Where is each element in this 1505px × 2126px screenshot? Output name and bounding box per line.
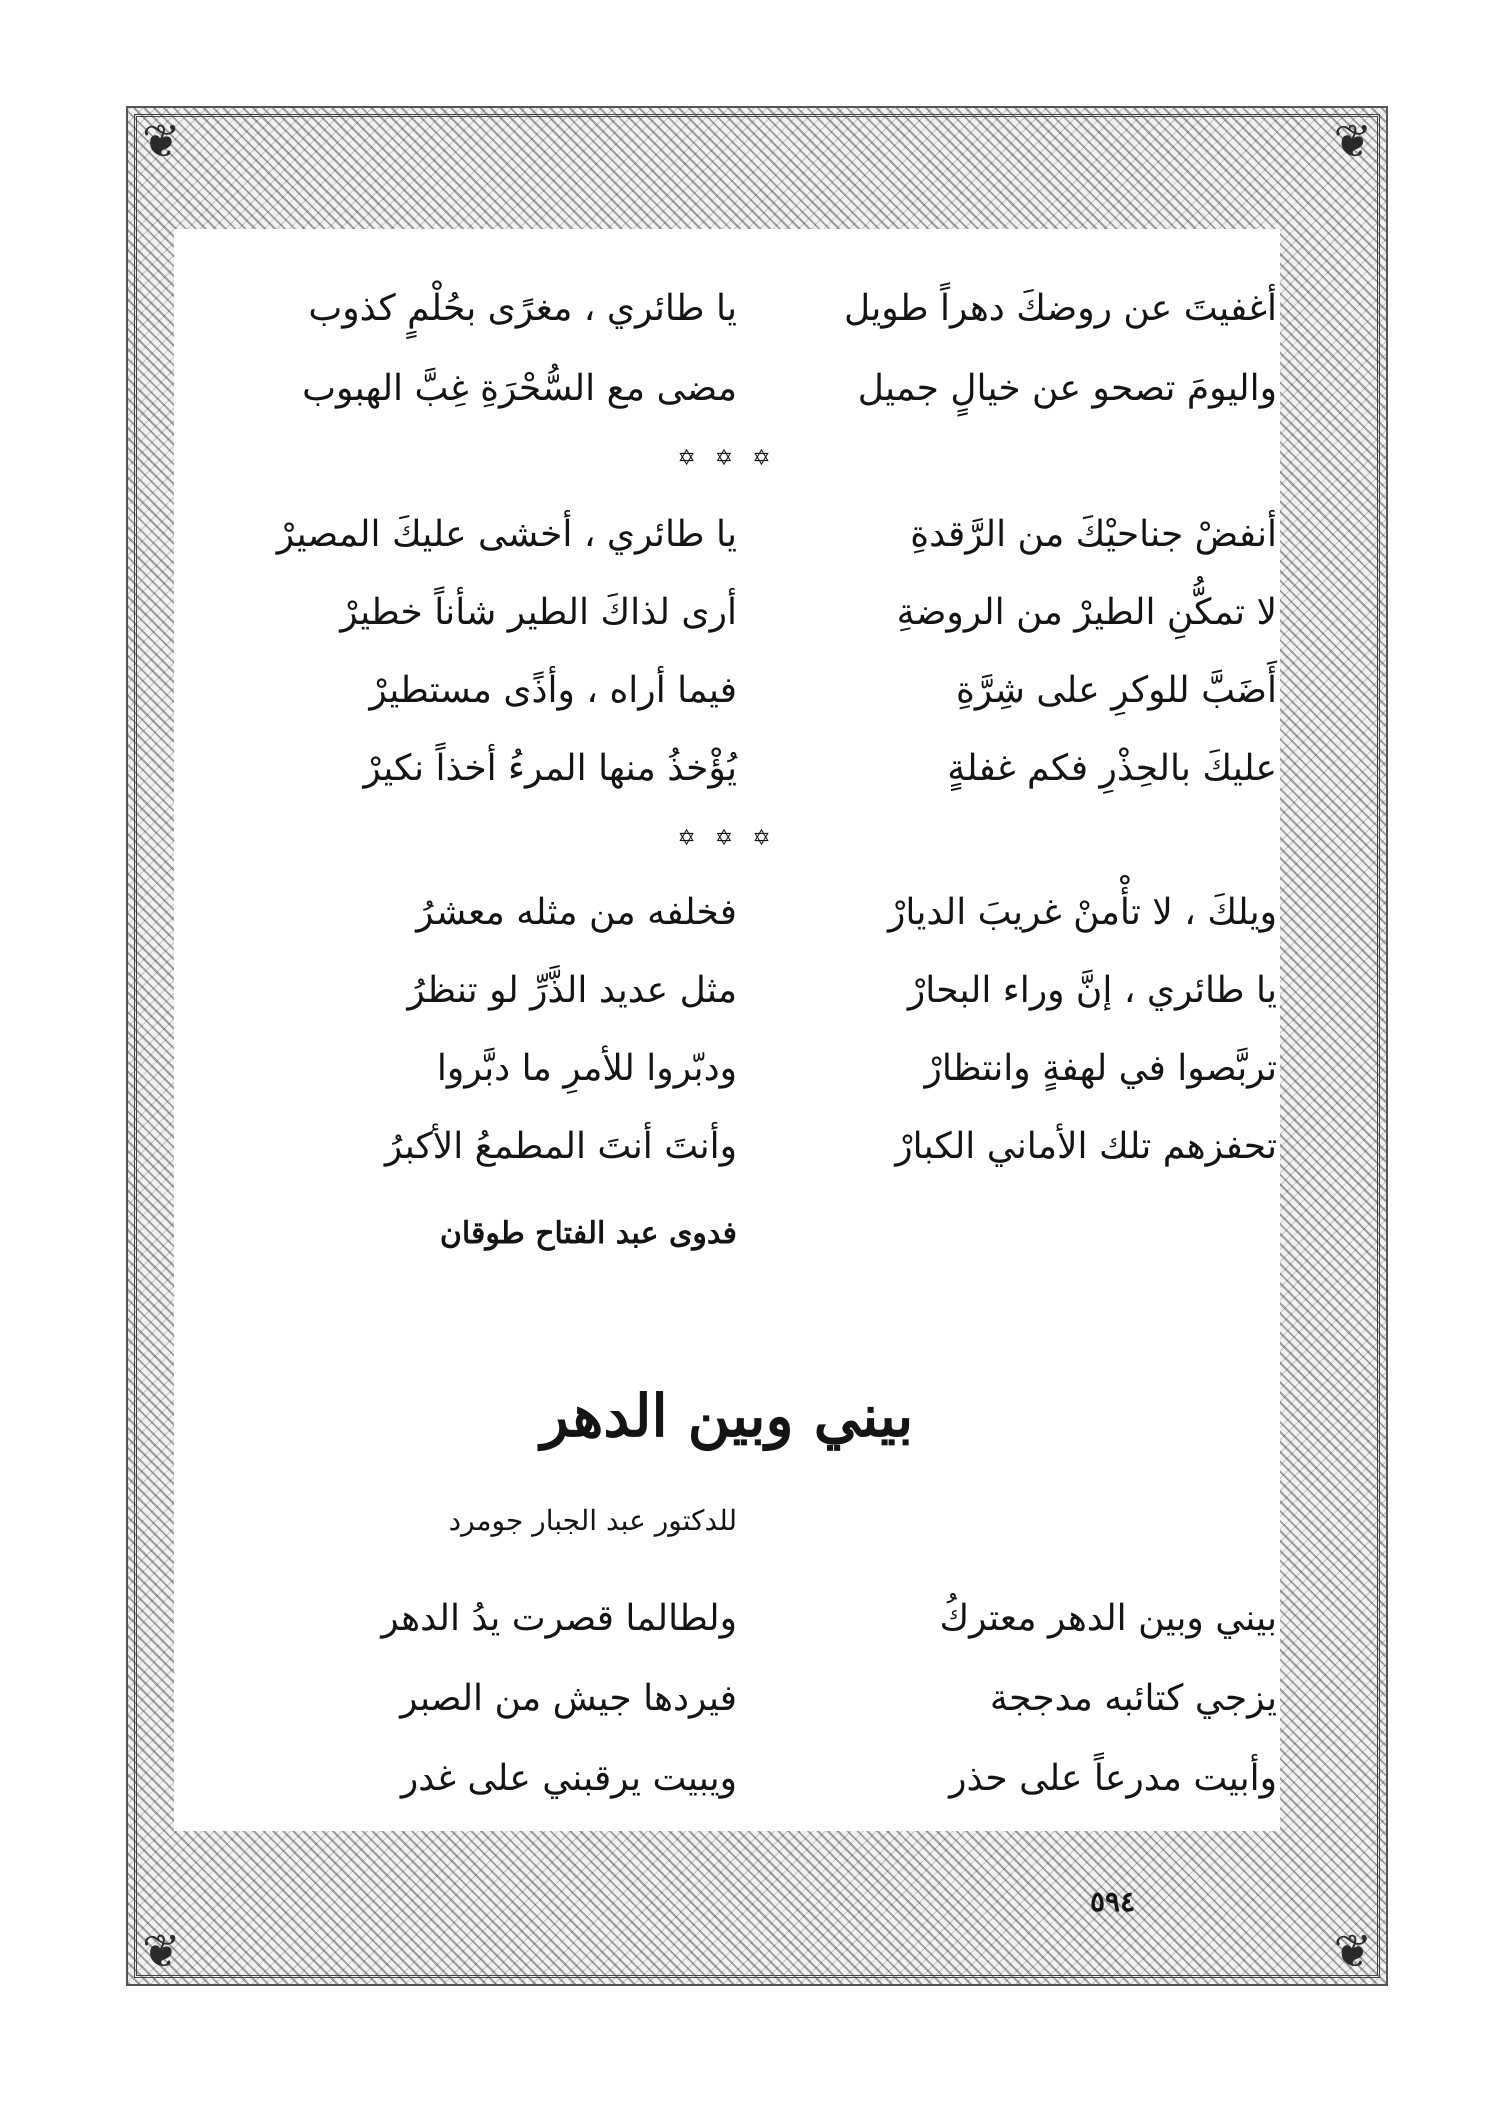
hemistich-second: ويبيت يرقبني على غدر [400,1758,737,1799]
verse [177,578,1277,648]
hemistich-second: ولطالما قصرت يدُ الدهر [381,1598,737,1639]
hemistich-second: وأنتَ أنتَ المطمعُ الأكبرُ [384,1126,737,1167]
hemistich-first: واليومَ تصحو عن خيالٍ جميل [857,368,1277,409]
verse [177,500,1277,570]
hemistich-first: أَضَبَّ للوكرِ على شِرَّةِ [955,670,1277,711]
hemistich-first: تحفزهم تلك الأماني الكبارْ [895,1126,1277,1167]
hemistich-first: ويلكَ ، لا تأْمنْ غريبَ الديارْ [887,892,1277,933]
arabesque-ornament-icon: ❦ [142,114,181,168]
arabesque-ornament-icon: ❦ [1333,114,1372,168]
page-content [177,232,1277,1828]
verse [177,1584,1277,1654]
arabesque-ornament-icon: ❦ [1333,1924,1372,1978]
hemistich-first: عليكَ بالحِذْرِ فكم غفلةٍ [947,748,1277,789]
hemistich-first: وأبيت مدرعاً على حذر [949,1758,1277,1799]
hemistich-second: أرى لذاكَ الطير شأناً خطيرْ [340,592,737,633]
hemistich-second: يا طائري ، أخشى عليكَ المصيرْ [276,514,737,555]
hemistich-first: تربَّصوا في لهفةٍ وانتظارْ [924,1048,1277,1089]
hemistich-second: مضى مع السُّحْرَةِ غِبَّ الهبوب [302,368,737,409]
hemistich-second: فيما أراه ، وأذًى مستطيرْ [369,670,737,711]
verse [177,734,1277,804]
poem-author: للدكتور عبد الجبار جومرد [448,1504,737,1537]
poet-signature: فدوى عبد الفتاح طوقان [439,1216,737,1251]
verse [177,1034,1277,1104]
page-number: ٥٩٤ [1090,1885,1136,1918]
verse [177,274,1277,344]
verse [177,1664,1277,1734]
verse [177,956,1277,1026]
hemistich-first: لا تمكُّنِ الطيرْ من الروضةِ [896,592,1277,633]
hemistich-first: أغفيتَ عن روضكَ دهراً طويل [843,288,1277,329]
verse [177,354,1277,424]
verse [177,1112,1277,1182]
verse [177,656,1277,726]
hemistich-first: يزجي كتائبه مدججة [989,1678,1277,1719]
verse [177,878,1277,948]
hemistich-second: فخلفه من مثله معشرُ [416,892,737,933]
stanza-separator: ✡ ✡ ✡ [677,826,777,851]
hemistich-second: يُؤْخذُ منها المرءُ أخذاً نكيرْ [363,748,737,789]
hemistich-second: ودبّروا للأمرِ ما دبَّروا [436,1048,737,1089]
hemistich-first: أنفضْ جناحيْكَ من الرَّقدةِ [910,514,1277,555]
hemistich-first: يا طائري ، إنَّ وراء البحارْ [907,970,1277,1011]
hemistich-second: يا طائري ، مغرًى بحُلْمٍ كذوب [308,288,737,329]
hemistich-first: بيني وبين الدهر معتركُ [939,1598,1277,1639]
hemistich-second: مثل عديد الذَّرِّ لو تنظرُ [407,970,737,1011]
hemistich-second: فيردها جيش من الصبر [400,1678,737,1719]
stanza-separator: ✡ ✡ ✡ [677,446,777,471]
verse [177,1744,1277,1814]
poem-title: بيني وبين الدهر [540,1382,914,1450]
arabesque-ornament-icon: ❦ [142,1924,181,1978]
